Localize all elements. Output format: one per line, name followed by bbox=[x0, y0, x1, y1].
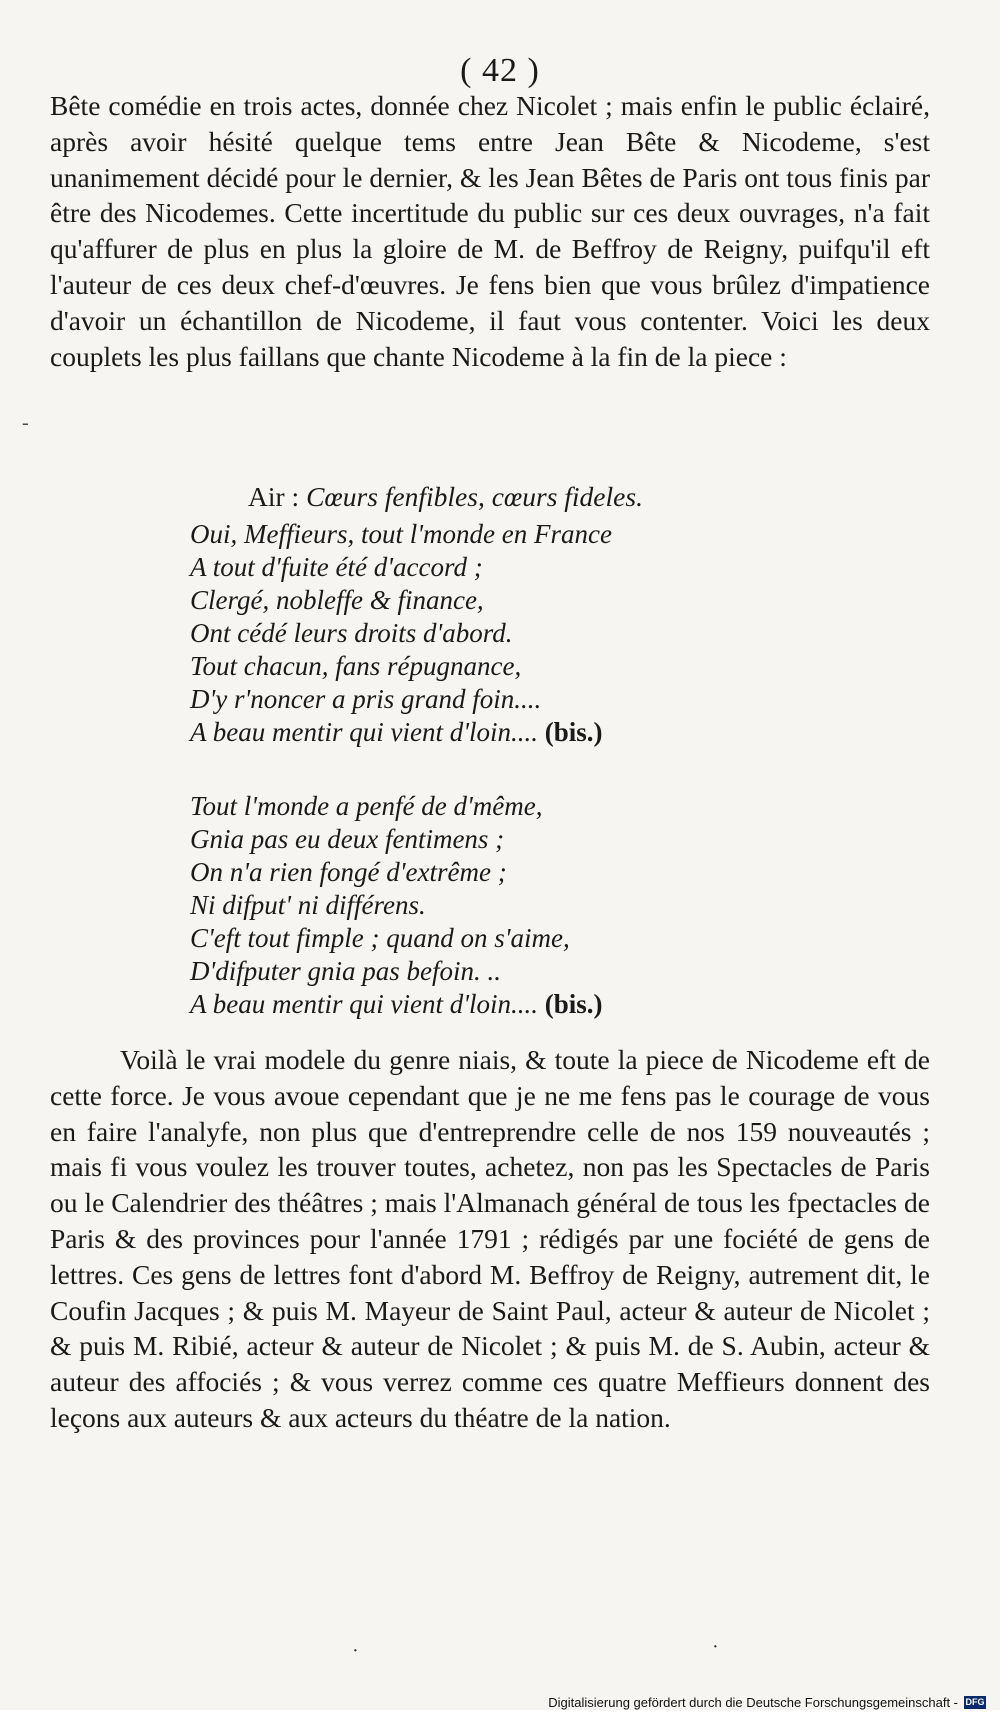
paragraph-2-text: Voilà le vrai modele du genre niais, & toute la piece de Nicodeme eft de cette force. Je vous avoue cependant que je ne me fens pas le courage de vous en faire l'analyfe, non plus que d'entreprendre celle de nos 159 nouveautés ; mais fi vous voulez les trouver toutes, achetez, non pas les Spectacles de Paris ou le Calendrier des théâtres ; mais l'Almanach général de tous les fpectacles de Paris & des provinces pour l'année 1791 ; rédigés par une fociété de gens de lettres. Ces gens de lettres font d'abord M. Beffroy de Reigny, autrement dit, le Coufin Jacques ; & puis M. Mayeur de Saint Paul, acteur & auteur de Nicolet ; & puis M. Ribié, acteur & auteur de Nicolet ; & puis M. de S. Aubin, acteur & auteur des affociés ; & vous verrez comme ces quatre Meffieurs donnent des leçons aux auteurs & aux acteurs du théatre de la nation. bbox=[50, 1044, 930, 1433]
paragraph-2 bbox=[50, 1042, 930, 1436]
dfg-logo-icon: DFG bbox=[965, 1697, 985, 1707]
verse-line: On n'a rien fongé d'extrême ; bbox=[190, 857, 507, 887]
air-title: Cœurs fenfibles, cœurs fideles. bbox=[306, 481, 643, 512]
verse-line: Oui, Meffieurs, tout l'monde en France bbox=[190, 519, 612, 549]
stanza-1 bbox=[190, 518, 910, 749]
footer-credit bbox=[548, 1695, 986, 1710]
bis-marker: (bis.) bbox=[544, 717, 603, 747]
verse-line-refrain bbox=[190, 716, 910, 749]
ink-speck: · bbox=[712, 1636, 719, 1658]
verse-line: D'difputer gnia pas befoin. .. bbox=[190, 956, 502, 986]
footer-text: Digitalisierung gefördert durch die Deutsche Forschungsgemeinschaft - bbox=[548, 1695, 958, 1710]
margin-mark: - bbox=[22, 412, 29, 434]
bis-marker: (bis.) bbox=[544, 989, 603, 1019]
verse-line: Ont cédé leurs droits d'abord. bbox=[190, 618, 513, 648]
refrain-text: A beau mentir qui vient d'loin.... bbox=[190, 717, 538, 747]
paragraph-1 bbox=[50, 88, 930, 374]
verse-line: C'eft tout fimple ; quand on s'aime, bbox=[190, 923, 570, 953]
verse-line-refrain bbox=[190, 988, 910, 1021]
stanza-2 bbox=[190, 790, 910, 1021]
verse-line: Tout l'monde a penfé de d'même, bbox=[190, 791, 543, 821]
verse-line: Clergé, nobleffe & finance, bbox=[190, 585, 484, 615]
verse-line: D'y r'noncer a pris grand foin.... bbox=[190, 684, 542, 714]
air-label: Air : bbox=[248, 481, 300, 512]
verse-line: Tout chacun, fans répugnance, bbox=[190, 651, 522, 681]
ink-speck: · bbox=[352, 1640, 359, 1662]
verse-line: A tout d'fuite été d'accord ; bbox=[190, 552, 483, 582]
air-heading bbox=[248, 480, 643, 514]
page-number: ( 42 ) bbox=[460, 52, 540, 89]
paragraph-1-text: Bête comédie en trois actes, donnée chez Nicolet ; mais enfin le public éclairé, après avoir hésité quelque tems entre Jean Bête & Nicodeme, s'est unanimement décidé pour le dernier, & les Jean Bêtes de Paris ont tous finis par être des Nicodemes. Cette incertitude du public sur ces deux ouvrages, n'a fait qu'affurer de plus en plus la gloire de M. de Beffroy de Reigny, puifqu'il eft l'auteur de ces deux chef-d'œuvres. Je fens bien que vous brûlez d'impatience d'avoir un échantillon de Nicodeme, il faut vous contenter. Voici les deux couplets les plus faillans que chante Nicodeme à la fin de la piece : bbox=[50, 90, 930, 372]
verse-line: Ni difput' ni différens. bbox=[190, 890, 426, 920]
verse-line: Gnia pas eu deux fentimens ; bbox=[190, 824, 505, 854]
refrain-text: A beau mentir qui vient d'loin.... bbox=[190, 989, 538, 1019]
